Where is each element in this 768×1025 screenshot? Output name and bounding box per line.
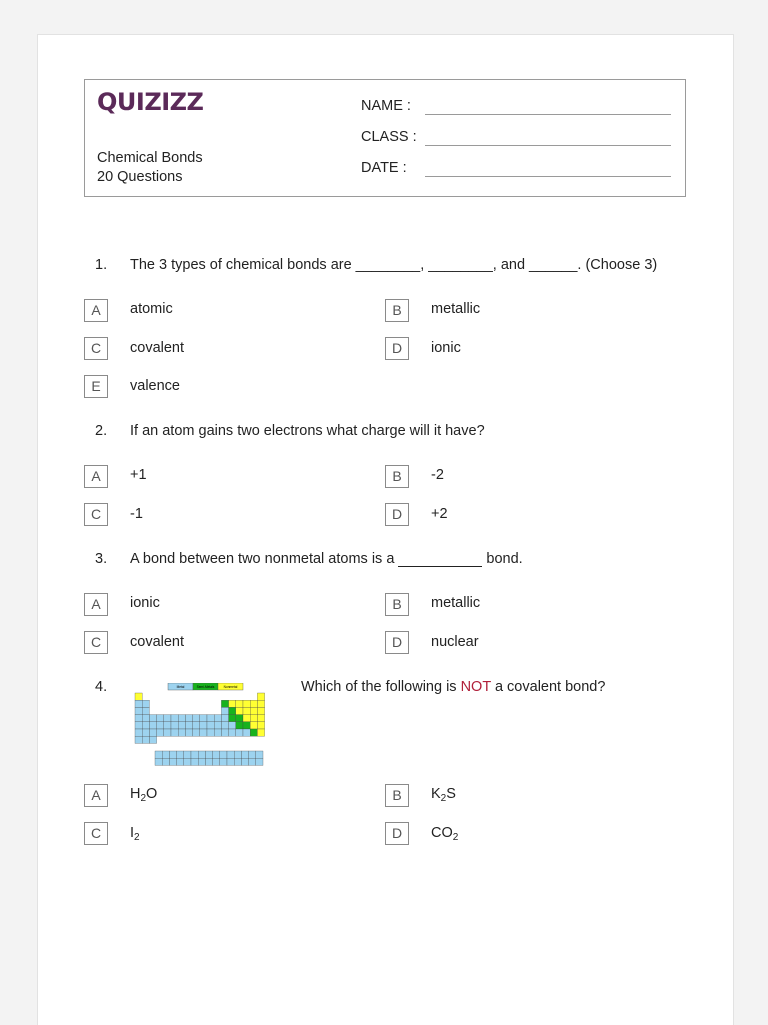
question-text [130,551,523,567]
element-cell [234,751,241,758]
element-cell [191,751,198,758]
element-cell [221,715,228,722]
periodic-table-cells [135,693,265,765]
legend-nonmetal-label: Nonmetal [223,685,238,689]
option-letter-box[interactable]: D [385,822,409,845]
name-label: NAME : [361,98,411,114]
option-formula: $H_2O$ [130,786,158,804]
element-cell [157,722,164,729]
element-cell [171,729,178,736]
option-text: covalent [130,634,185,650]
element-cell [250,729,257,736]
element-cell [171,722,178,729]
element-cell [243,700,250,707]
element-cell [213,751,220,758]
element-cell [214,715,221,722]
element-cell [185,722,192,729]
question-number: 3. [95,551,108,567]
question-number: 1. [95,257,108,273]
element-cell [164,715,171,722]
element-cell [169,758,176,765]
question-count: 20 Questions [97,169,183,185]
class-label: CLASS : [361,129,417,145]
element-cell [149,715,156,722]
element-cell [256,758,263,765]
question-number: 4. [95,679,108,695]
element-cell [229,707,236,714]
option-letter-box[interactable]: A [84,593,108,616]
element-cell [162,751,169,758]
option-text: metallic [431,301,481,317]
quiz-title: Chemical Bonds [97,150,203,166]
element-cell [142,715,149,722]
option-text: atomic [130,301,173,317]
option-text: ionic [431,340,461,356]
element-cell [243,707,250,714]
element-cell [155,758,162,765]
question-text: The 3 types of chemical bonds are ________, ________, and ______. (Choose 3) [130,257,658,273]
element-cell [257,707,264,714]
element-cell [135,700,142,707]
element-cell [257,693,264,700]
element-cell [214,722,221,729]
element-cell [241,758,248,765]
element-cell [193,715,200,722]
element-cell [142,729,149,736]
element-cell [207,722,214,729]
option-letter-box[interactable]: A [84,465,108,488]
option-text: nuclear [431,634,479,650]
question-text-before: Which of the following is [301,679,457,695]
option-letter-box[interactable]: A [84,784,108,807]
element-cell [257,729,264,736]
class-line[interactable] [425,145,671,146]
option-text: +2 [431,506,448,522]
option-letter-box[interactable]: C [84,503,108,526]
element-cell [227,751,234,758]
element-cell [205,758,212,765]
option-letter-box[interactable]: D [385,631,409,654]
element-cell [149,722,156,729]
option-text: ionic [130,595,160,611]
element-cell [213,758,220,765]
element-cell [214,729,221,736]
element-cell [243,729,250,736]
element-cell [171,715,178,722]
element-cell [177,758,184,765]
option-text: -1 [130,506,143,522]
element-cell [257,722,264,729]
element-cell [221,729,228,736]
element-cell [198,751,205,758]
option-formula: $CO_2$ [431,825,459,843]
element-cell [236,729,243,736]
periodic-table-svg [133,683,288,793]
element-cell [207,729,214,736]
element-cell [250,700,257,707]
option-text: metallic [431,595,481,611]
option-letter-box[interactable]: B [385,593,409,616]
element-cell [135,707,142,714]
option-letter-box[interactable]: A [84,299,108,322]
element-cell [149,729,156,736]
element-cell [135,693,142,700]
element-cell [256,751,263,758]
element-cell [157,729,164,736]
element-cell [257,715,264,722]
element-cell [193,729,200,736]
element-cell [155,751,162,758]
option-letter-box[interactable]: B [385,784,409,807]
element-cell [169,751,176,758]
element-cell [221,707,228,714]
option-formula: $I_2$ [130,825,140,843]
element-cell [135,736,142,743]
element-cell [229,722,236,729]
element-cell [185,715,192,722]
element-cell [200,729,207,736]
question-text-after: bond. [486,551,523,567]
element-cell [220,758,227,765]
element-cell [249,758,256,765]
element-cell [193,722,200,729]
element-cell [177,751,184,758]
element-cell [229,715,236,722]
element-cell [142,736,149,743]
option-letter-box[interactable]: D [385,503,409,526]
periodic-table-image [133,683,288,793]
question-emphasis: NOT [460,679,491,695]
option-text: +1 [130,467,147,483]
element-cell [220,751,227,758]
date-line[interactable] [425,176,671,177]
element-cell [135,722,142,729]
element-cell [157,715,164,722]
element-cell [229,729,236,736]
element-cell [205,751,212,758]
answer-blank [398,552,482,567]
element-cell [243,715,250,722]
element-cell [184,751,191,758]
element-cell [234,758,241,765]
element-cell [257,700,264,707]
option-text: valence [130,378,180,394]
option-letter-box[interactable]: C [84,337,108,360]
element-cell [200,722,207,729]
element-cell [249,751,256,758]
option-letter-box[interactable]: D [385,337,409,360]
element-cell [178,729,185,736]
option-letter-box[interactable]: C [84,822,108,845]
element-cell [142,707,149,714]
element-cell [221,700,228,707]
name-line[interactable] [425,114,671,115]
option-letter-box[interactable]: B [385,299,409,322]
element-cell [207,715,214,722]
element-cell [162,758,169,765]
element-cell [250,707,257,714]
legend-semi-metal-label: Semi-Metals [196,685,215,689]
element-cell [236,707,243,714]
element-cell [236,700,243,707]
worksheet-page [37,34,734,1025]
element-cell [243,722,250,729]
date-label: DATE : [361,160,407,176]
element-cell [241,751,248,758]
element-cell [178,722,185,729]
element-cell [135,729,142,736]
question-text [301,679,605,695]
option-formula: $K_2S$ [431,786,456,804]
question-text-before: A bond between two nonmetal atoms is a [130,551,395,567]
element-cell [185,729,192,736]
element-cell [149,736,156,743]
element-cell [221,722,228,729]
option-text: covalent [130,340,185,356]
element-cell [178,715,185,722]
element-cell [184,758,191,765]
element-cell [142,722,149,729]
option-letter-box[interactable]: C [84,631,108,654]
option-letter-box[interactable]: B [385,465,409,488]
element-cell [236,722,243,729]
element-cell [250,715,257,722]
element-cell [191,758,198,765]
element-cell [164,729,171,736]
element-cell [227,758,234,765]
question-number: 2. [95,423,108,439]
option-text: -2 [431,467,444,483]
element-cell [200,715,207,722]
question-text-after: a covalent bond? [494,679,606,695]
element-cell [142,700,149,707]
element-cell [135,715,142,722]
quizizz-logo: QUIZIZZ [97,88,204,116]
element-cell [250,722,257,729]
element-cell [198,758,205,765]
legend-metal-label: Metal [176,685,185,689]
worksheet-header [84,79,686,197]
option-letter-box[interactable]: E [84,375,108,398]
element-cell [236,715,243,722]
question-text: If an atom gains two electrons what charge will it have? [130,423,485,439]
element-cell [229,700,236,707]
element-cell [164,722,171,729]
